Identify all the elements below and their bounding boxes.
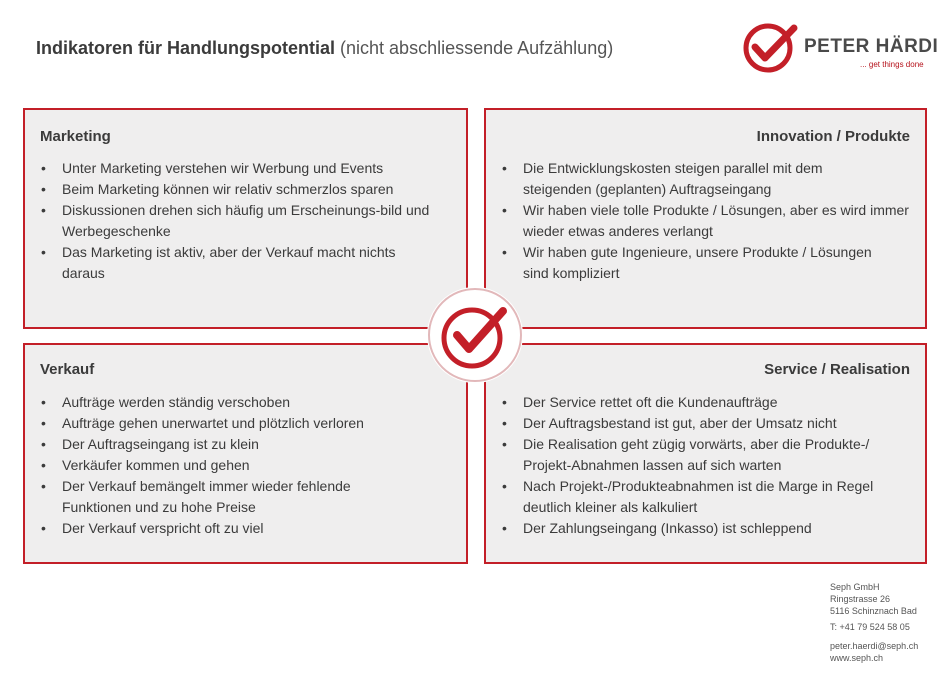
company-logo [742, 22, 939, 74]
list-item: • Verkäufer kommen und gehen [41, 455, 422, 476]
list-item: • Der Verkauf bemängelt immer wieder fehlende Funktionen und zu hohe Preise [41, 476, 422, 518]
quadrant-marketing [23, 108, 468, 329]
bullet-list [502, 392, 918, 539]
list-item: • Die Entwicklungskosten steigen parallel mit dem steigenden (geplanten) Auftragseingang [502, 158, 893, 200]
footer-city: 5116 Schinznach Bad [830, 606, 917, 616]
quadrant-title: Marketing [40, 128, 111, 145]
page-title-main: Indikatoren für Handlungspotential [36, 38, 336, 58]
footer-company: Seph GmbH [830, 582, 880, 592]
logo-tagline: ... get things done [860, 60, 924, 69]
list-item: • Das Marketing ist aktiv, aber der Verkauf macht nichts daraus [41, 242, 427, 284]
checkmark-circle-icon [742, 22, 802, 74]
page-title-subtitle: (nicht abschliessende Aufzählung) [340, 38, 614, 58]
list-item: • Die Realisation geht zügig vorwärts, aber die Produkte-/ Projekt-Abnahmen lassen auf sich warten [502, 434, 918, 476]
list-item: • Der Auftragsbestand ist gut, aber der Umsatz nicht [502, 413, 918, 434]
quadrant-title: Verkauf [40, 361, 95, 378]
list-item: • Der Service rettet oft die Kundenaufträge [502, 392, 918, 413]
quadrant-innovation [484, 108, 927, 329]
quadrant-title: Innovation / Produkte [756, 128, 910, 145]
bullet-list [41, 392, 422, 539]
list-item: • Aufträge gehen unerwartet und plötzlich verloren [41, 413, 422, 434]
list-item: • Beim Marketing können wir relativ schmerzlos sparen [41, 179, 447, 200]
page-title [36, 38, 613, 59]
list-item: • Unter Marketing verstehen wir Werbung und Events [41, 158, 447, 179]
footer-phone: T: +41 79 524 58 05 [830, 622, 910, 632]
footer-web[interactable]: www.seph.ch [830, 653, 884, 663]
checkmark-circle-icon [425, 283, 525, 387]
list-item: • Nach Projekt-/Produkteabnahmen ist die Marge in Regel deutlich kleiner als kalkuliert [502, 476, 898, 518]
quadrant-title: Service / Realisation [764, 361, 910, 378]
list-item: • Der Verkauf verspricht oft zu viel [41, 518, 422, 539]
logo-name: PETER HÄRDI [804, 36, 939, 57]
list-item: • Diskussionen drehen sich häufig um Erscheinungs-bild und Werbegeschenke [41, 200, 447, 242]
list-item: • Wir haben viele tolle Produkte / Lösungen, aber es wird immer wieder etwas anderes verlangt [502, 200, 918, 242]
list-item: • Der Zahlungseingang (Inkasso) ist schleppend [502, 518, 918, 539]
list-item: • Wir haben gute Ingenieure, unsere Produkte / Lösungen sind kompliziert [502, 242, 893, 284]
bullet-list [502, 158, 918, 284]
center-checkmark [425, 283, 525, 387]
footer-street: Ringstrasse 26 [830, 594, 891, 604]
list-item: • Der Auftragseingang ist zu klein [41, 434, 422, 455]
footer-email[interactable]: peter.haerdi@seph.ch [830, 641, 919, 651]
bullet-list [41, 158, 447, 284]
footer-address [830, 581, 918, 664]
quadrant-verkauf [23, 343, 468, 564]
list-item: • Aufträge werden ständig verschoben [41, 392, 422, 413]
quadrant-service [484, 343, 927, 564]
